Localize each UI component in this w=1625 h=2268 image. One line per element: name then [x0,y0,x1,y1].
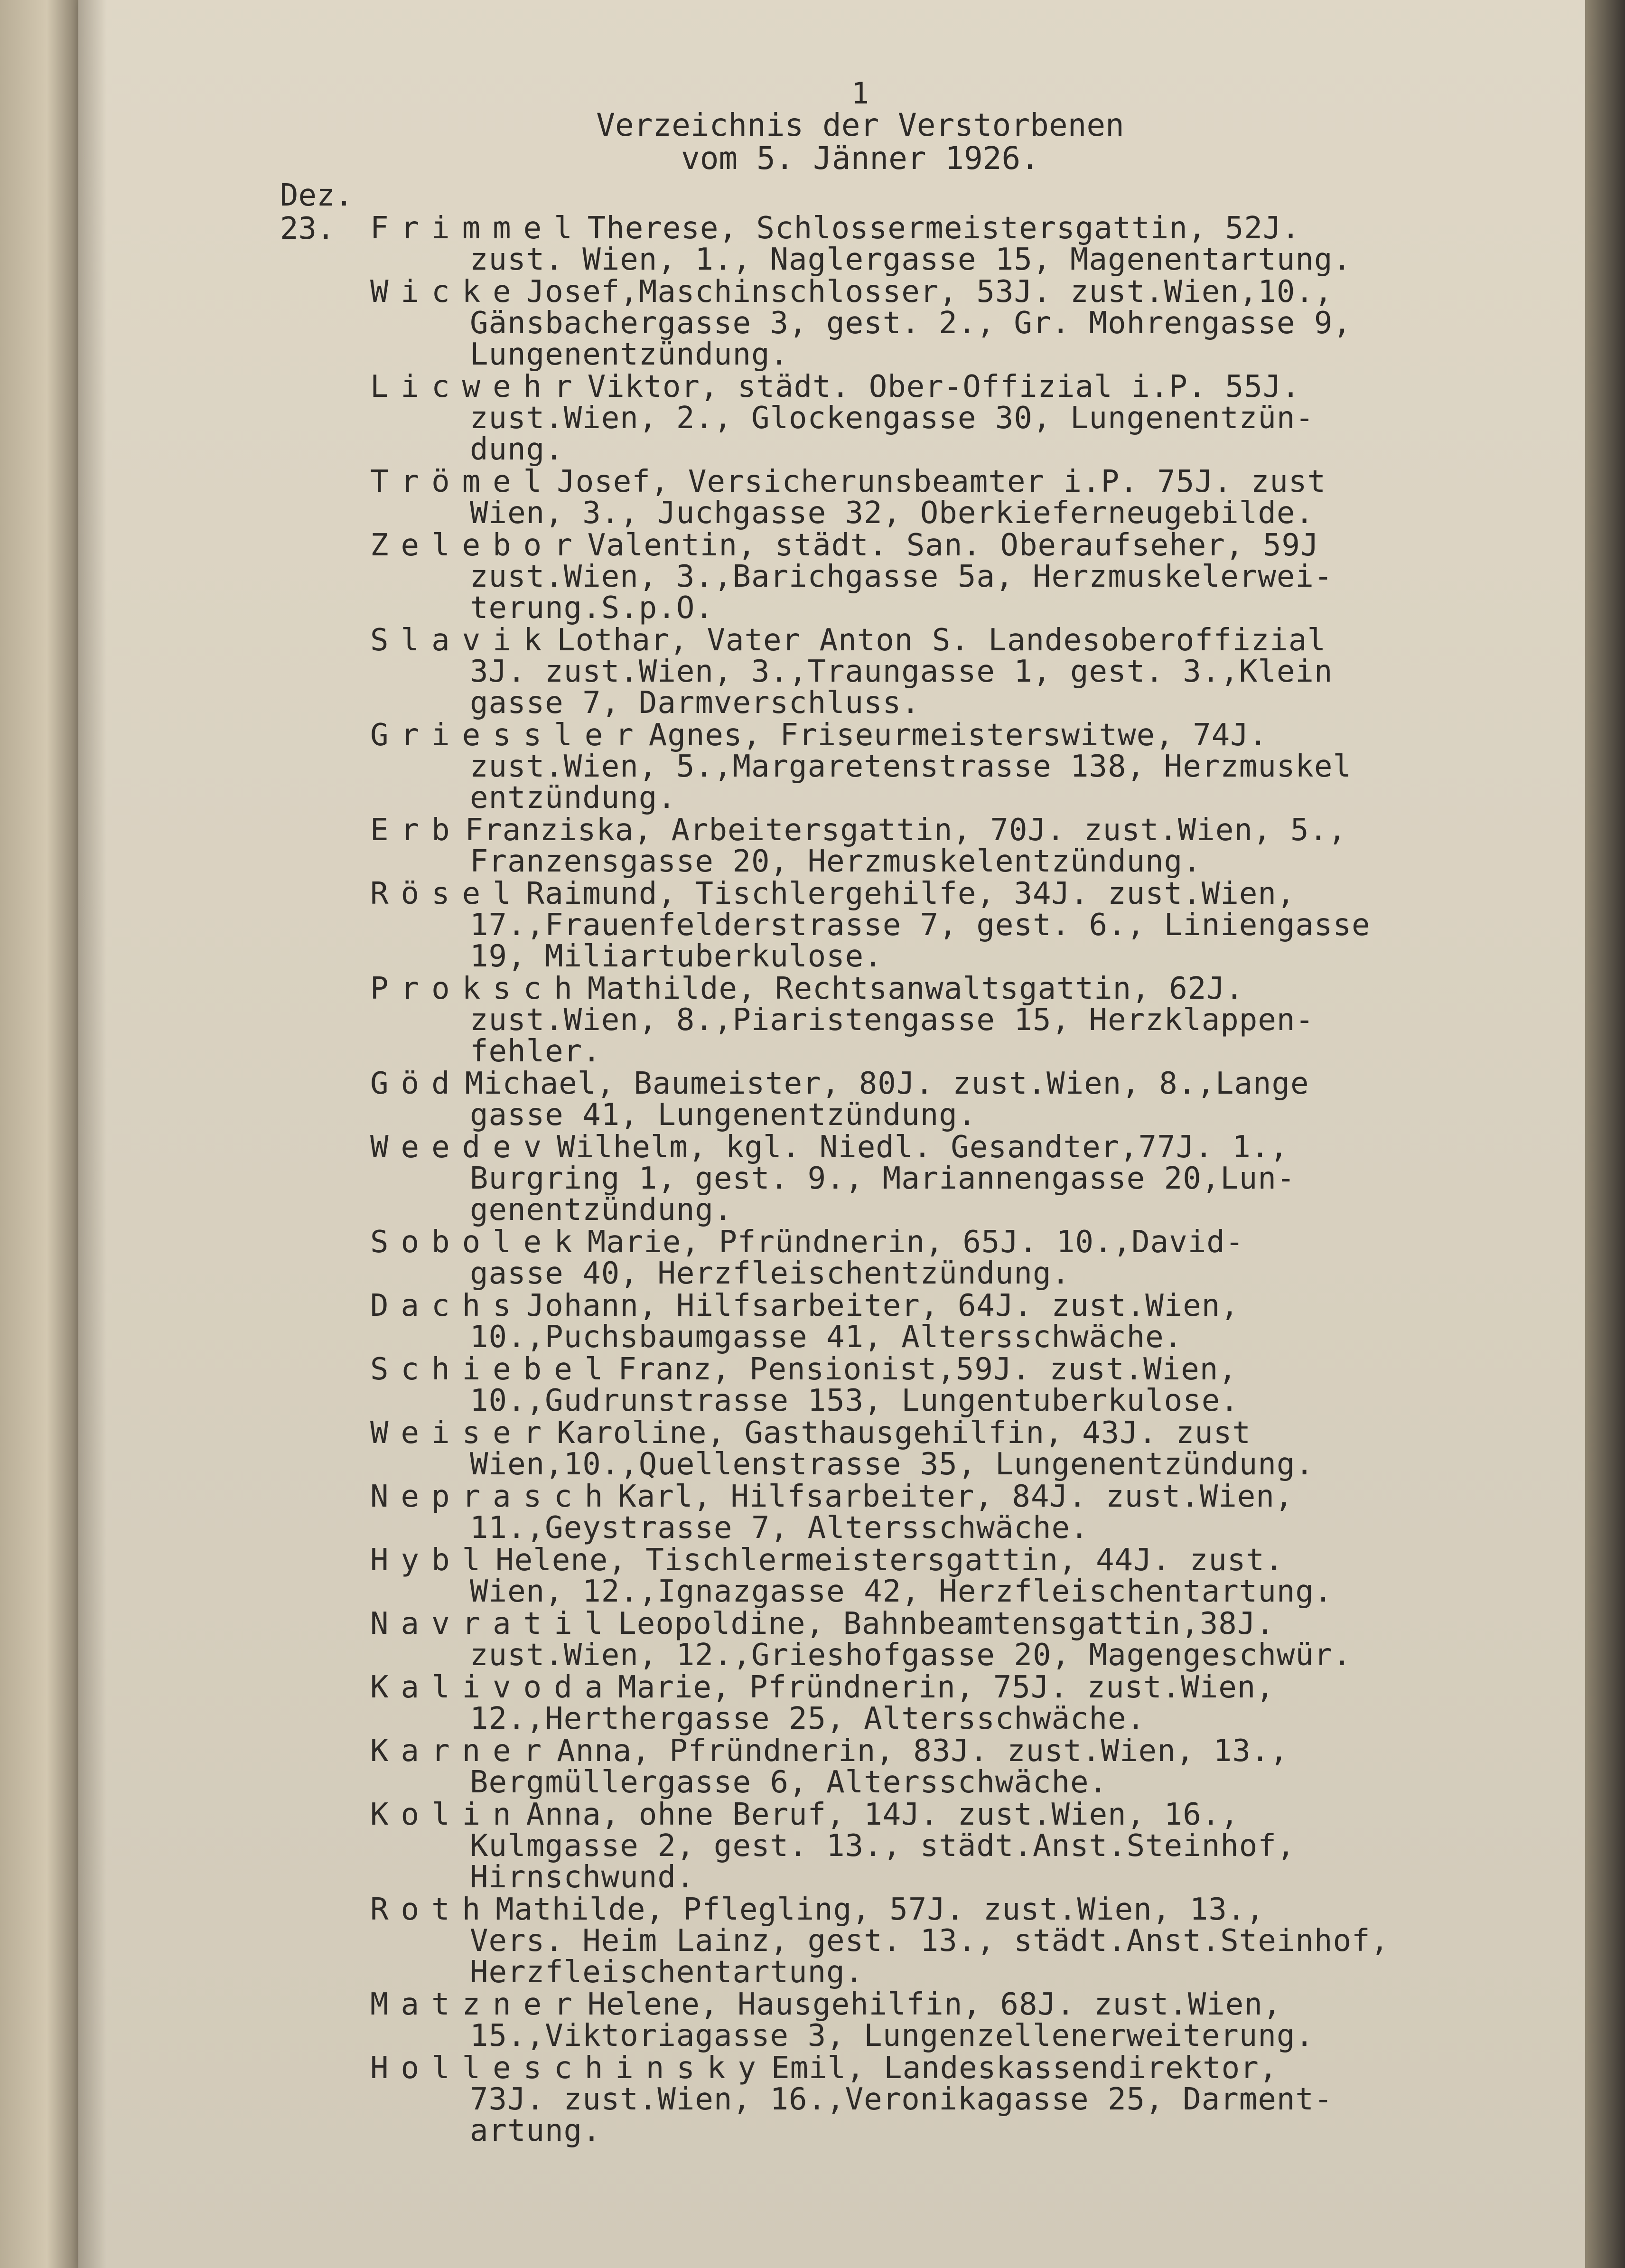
entry-continuation-line [370,1258,1566,1289]
entry-text: artung. [470,2113,601,2148]
entry-text: Herzfleischentartung. [470,1955,864,1990]
register-entry [370,1672,1566,1734]
register-entry [370,1354,1566,1416]
entry-text: dung. [470,432,564,467]
entry-continuation-line [370,2115,1566,2146]
entry-text: Agnes, Friseurmeisterswitwe, 74J. [648,718,1268,753]
entry-continuation-line [370,1576,1566,1607]
entry-text: Helene, Hausgehilfin, 68J. zust.Wien, [587,1987,1282,2022]
document-title: Verzeichnis der Verstorbenen [596,107,1124,143]
entry-text: Michael, Baumeister, 80J. zust.Wien, 8.,Lange [465,1066,1309,1101]
register-entry [370,1068,1566,1131]
entry-text: gasse 7, Darmverschluss. [470,685,920,721]
entry-text: entzündung. [470,780,676,815]
entry-first-line [370,371,1566,403]
register-entry [370,2052,1566,2146]
register-entry [370,1989,1566,2052]
register-entry [370,1894,1566,1988]
entry-text: Kulmgasse 2, gest. 13., städt.Anst.Steinhof, [470,1828,1296,1864]
page-edge-shadow [1585,0,1625,2268]
entry-continuation-line [370,2020,1566,2052]
entry-continuation-line [370,1925,1566,1957]
entry-text: Wien, 3., Juchgasse 32, Oberkieferneugebilde. [470,496,1314,531]
entry-continuation-line [370,751,1566,782]
entry-text: 17.,Frauenfelderstrasse 7, gest. 6., Liniengasse [470,908,1371,943]
register-entry [370,720,1566,814]
entry-surname: Rösel [370,876,523,911]
entry-text: zust.Wien, 2., Glockengasse 30, Lungenentzün- [470,401,1314,436]
entry-surname: Zelebor [370,528,585,563]
register-entry [370,1608,1566,1671]
entry-first-line [370,973,1566,1004]
entry-text: Josef, Versicherunsbeamter i.P. 75J. zust [557,464,1326,499]
page-number: 1 [851,76,869,111]
entry-text: Wilhelm, kgl. Niedl. Gesandter,77J. 1., [557,1130,1289,1165]
entry-continuation-line [370,1321,1566,1353]
register-entry [370,878,1566,972]
register-entry [370,815,1566,877]
entry-text: zust.Wien, 3.,Barichgasse 5a, Herzmuskelerwei- [470,559,1333,594]
entry-first-line [370,1481,1566,1512]
entry-text: Therese, Schlossermeistersgattin, 52J. [587,211,1300,246]
entry-first-line [370,878,1566,909]
document-page [78,0,1585,2268]
entry-text: Burgring 1, gest. 9., Mariannengasse 20,Lun- [470,1161,1296,1196]
entry-first-line [370,1989,1566,2020]
entry-text: Valentin, städt. San. Oberaufseher, 59J [587,528,1319,563]
register-entry [370,1417,1566,1480]
entry-first-line [370,1132,1566,1163]
entry-first-line [370,2052,1566,2084]
entry-text: Franzensgasse 20, Herzmuskelentzündung. [470,844,1202,879]
entry-surname: Weedev [370,1130,554,1165]
entry-continuation-line [370,1830,1566,1862]
entry-first-line [370,530,1566,561]
register-entry [370,1799,1566,1893]
entry-text: Mathilde, Rechtsanwaltsgattin, 62J. [587,971,1244,1006]
entry-continuation-line [370,1957,1566,1988]
entry-surname: Kalivoda [370,1670,616,1705]
entry-first-line [370,1290,1566,1321]
entry-continuation-line [370,1194,1566,1226]
entry-text: 73J. zust.Wien, 16.,Veronikagasse 25, Darment- [470,2082,1333,2117]
entry-continuation-line [370,339,1566,370]
entry-continuation-line [370,308,1566,339]
register-entry [370,530,1566,624]
entry-surname: Licwehr [370,369,585,404]
entry-surname: Frimmel [370,211,585,246]
entry-text: Anna, ohne Beruf, 14J. zust.Wien, 16., [526,1797,1239,1832]
entry-surname: Sobolek [370,1225,585,1260]
entry-continuation-line [370,244,1566,275]
entry-continuation-line [370,403,1566,434]
register-entry [370,1227,1566,1289]
entry-first-line [370,720,1566,751]
entry-text: Josef,Maschinschlosser, 53J. zust.Wien,10., [526,274,1333,309]
entry-first-line [370,1799,1566,1830]
entry-text: Johann, Hilfsarbeiter, 64J. zust.Wien, [526,1288,1239,1323]
entry-continuation-line [370,434,1566,465]
entry-continuation-line [370,1703,1566,1734]
document-date: vom 5. Jänner 1926. [681,140,1039,177]
entry-continuation-line [370,782,1566,814]
entry-text: Marie, Pfründnerin, 75J. zust.Wien, [618,1670,1275,1705]
entry-first-line [370,1417,1566,1449]
entry-first-line [370,1894,1566,1925]
entry-text: 11.,Geystrasse 7, Altersschwäche. [470,1510,1089,1546]
entry-surname: Karner [370,1734,554,1769]
entry-surname: Göd [370,1066,462,1101]
entry-text: 10.,Gudrunstrasse 153, Lungentuberkulose. [470,1383,1239,1418]
entry-continuation-line [370,1004,1566,1036]
entry-surname: Holleschinsky [370,2051,768,2086]
entry-continuation-line [370,1163,1566,1194]
month-marker: Dez. [280,178,354,213]
register-entry [370,1545,1566,1607]
register-entry [370,1132,1566,1226]
entry-text: Karoline, Gasthausgehilfin, 43J. zust [557,1415,1251,1451]
entry-text: Franz, Pensionist,59J. zust.Wien, [618,1352,1237,1387]
entry-continuation-line [370,1862,1566,1893]
entry-text: gasse 41, Lungenentzündung. [470,1097,977,1133]
entry-first-line [370,466,1566,497]
entry-continuation-line [370,1036,1566,1067]
entry-continuation-line [370,561,1566,592]
entry-continuation-line [370,1767,1566,1798]
entry-text: Karl, Hilfsarbeiter, 84J. zust.Wien, [618,1479,1294,1514]
register-entry [370,466,1566,529]
register-entry [370,1290,1566,1353]
entry-surname: Trömel [370,464,554,499]
entry-text: Hirnschwund. [470,1860,695,1895]
entry-continuation-line [370,846,1566,877]
entry-text: 12.,Herthergasse 25, Altersschwäche. [470,1701,1146,1736]
entry-text: Gänsbachergasse 3, gest. 2., Gr. Mohrengasse 9, [470,306,1352,341]
entry-surname: Hybl [370,1543,493,1578]
entry-first-line [370,1735,1566,1767]
entry-surname: Roth [370,1892,493,1927]
entry-first-line [370,1068,1566,1099]
entry-first-line [370,815,1566,846]
entry-text: 15.,Viktoriagasse 3, Lungenzellenerweiterung. [470,2018,1314,2053]
entry-continuation-line [370,1512,1566,1544]
register-entry [370,371,1566,465]
entry-text: gasse 40, Herzfleischentzündung. [470,1256,1070,1291]
entry-text: 19, Miliartuberkulose. [470,939,883,974]
entry-surname: Weiser [370,1415,554,1451]
entry-surname: Neprasch [370,1479,616,1514]
register-entry [370,276,1566,370]
register-entry [370,973,1566,1067]
entry-first-line [370,1608,1566,1640]
entry-text: Viktor, städt. Ober-Offizial i.P. 55J. [587,369,1300,404]
entry-text: Wien, 12.,Ignazgasse 42, Herzfleischentartung. [470,1574,1333,1609]
entry-continuation-line [370,592,1566,624]
entry-text: genentzündung. [470,1192,733,1228]
entry-text: zust.Wien, 12.,Grieshofgasse 20, Magengeschwür. [470,1638,1352,1673]
register-entry [370,1481,1566,1544]
entry-text: 3J. zust.Wien, 3.,Traungasse 1, gest. 3.,Klein [470,654,1333,689]
register-entry [370,625,1566,719]
entry-text: Emil, Landeskassendirektor, [771,2051,1278,2086]
entry-text: Wien,10.,Quellenstrasse 35, Lungenentzündung. [470,1447,1314,1482]
entry-text: zust.Wien, 8.,Piaristengasse 15, Herzklappen- [470,1003,1314,1038]
entry-text: terung.S.p.O. [470,590,714,626]
entry-text: Lothar, Vater Anton S. Landesoberoffizial [557,623,1326,658]
entry-text: Mathilde, Pflegling, 57J. zust.Wien, 13., [495,1892,1265,1927]
entry-first-line [370,1227,1566,1258]
entry-text: zust. Wien, 1., Naglergasse 15, Magenentartung. [470,242,1352,277]
previous-page-edge [0,0,78,2268]
entry-surname: Matzner [370,1987,585,2022]
entry-continuation-line [370,2084,1566,2115]
entry-continuation-line [370,1449,1566,1480]
entry-first-line [370,1672,1566,1703]
entry-text: Leopoldine, Bahnbeamtensgattin,38J. [618,1606,1275,1641]
entry-surname: Erb [370,813,462,848]
entry-text: Bergmüllergasse 6, Altersschwäche. [470,1765,1108,1800]
entry-text: Vers. Heim Lainz, gest. 13., städt.Anst.Steinhof, [470,1923,1390,1959]
entry-continuation-line [370,656,1566,687]
entry-surname: Kolin [370,1797,523,1832]
entry-continuation-line [370,497,1566,529]
entry-first-line [370,1354,1566,1385]
day-marker: 23. [280,211,335,246]
entry-first-line [370,625,1566,656]
entry-continuation-line [370,687,1566,719]
register-entry [370,213,1566,275]
entry-text: 10.,Puchsbaumgasse 41, Altersschwäche. [470,1320,1183,1355]
entry-text: Anna, Pfründnerin, 83J. zust.Wien, 13., [557,1734,1289,1769]
entry-continuation-line [370,1640,1566,1671]
entry-text: Marie, Pfründnerin, 65J. 10.,David- [587,1225,1244,1260]
entry-surname: Slavik [370,623,554,658]
entry-text: Lungenentzündung. [470,337,789,372]
entry-text: Helene, Tischlermeistersgattin, 44J. zust. [495,1543,1284,1578]
entry-surname: Dachs [370,1288,523,1323]
entry-first-line [370,276,1566,308]
entry-text: Raimund, Tischlergehilfe, 34J. zust.Wien, [526,876,1296,911]
entry-surname: Griessler [370,718,646,753]
entry-continuation-line [370,1385,1566,1416]
entry-surname: Navratil [370,1606,616,1641]
entry-continuation-line [370,941,1566,972]
entry-first-line [370,213,1566,244]
entry-surname: Proksch [370,971,585,1006]
entry-surname: Wicke [370,274,523,309]
register-entry [370,1735,1566,1798]
entry-text: zust.Wien, 5.,Margaretenstrasse 138, Herzmuskel [470,749,1352,784]
entry-surname: Schiebel [370,1352,616,1387]
entry-continuation-line [370,1099,1566,1131]
entry-text: Franziska, Arbeitersgattin, 70J. zust.Wien, 5., [465,813,1347,848]
entry-text: fehler. [470,1034,601,1069]
entry-first-line [370,1545,1566,1576]
entry-continuation-line [370,909,1566,941]
